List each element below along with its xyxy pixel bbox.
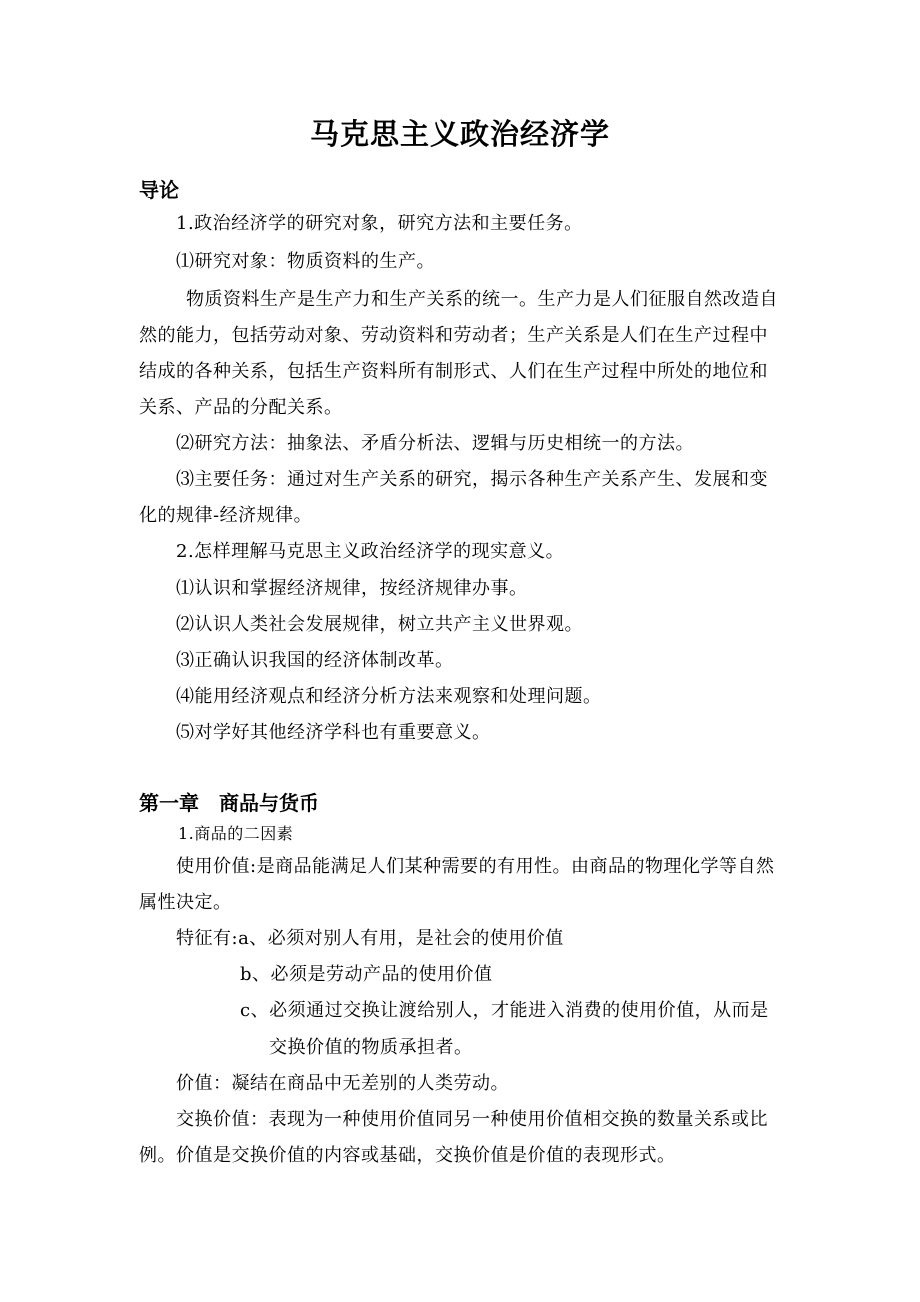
- paragraph-line: ⑵研究方法：抽象法、矛盾分析法、逻辑与历史相统一的方法。: [176, 433, 694, 454]
- paragraph-line: c、必须通过交换让渡给别人，才能进入消费的使用价值，从而是: [240, 1000, 769, 1021]
- paragraph-line: 属性决定。: [139, 892, 232, 913]
- paragraph-line: 例。价值是交换价值的内容或基础，交换价值是价值的表现形式。: [139, 1145, 676, 1166]
- paragraph-line: 1.政治经济学的研究对象，研究方法和主要任务。: [176, 213, 583, 234]
- paragraph-line: ⑸对学好其他经济学科也有重要意义。: [176, 722, 491, 743]
- paragraph-line: 化的规律-经济规律。: [139, 505, 313, 526]
- paragraph-line: 使用价值:是商品能满足人们某种需要的有用性。由商品的物理化学等自然: [176, 856, 775, 877]
- paragraph-line: 交换价值的物质承担者。: [269, 1037, 473, 1058]
- paragraph-line: ⑷能用经济观点和经济分析方法来观察和处理问题。: [176, 686, 602, 707]
- paragraph-line: ⑶正确认识我国的经济体制改革。: [176, 650, 454, 671]
- paragraph-line: 特征有:a、必须对别人有用，是社会的使用价值: [176, 928, 564, 949]
- paragraph-line: 2.怎样理解马克思主义政治经济学的现实意义。: [176, 541, 565, 562]
- paragraph-line: 价值：凝结在商品中无差别的人类劳动。: [176, 1073, 509, 1094]
- paragraph-line: 然的能力，包括劳动对象、劳动资料和劳动者；生产关系是人们在生产过程中: [139, 325, 768, 346]
- paragraph-line: ⑴研究对象：物质资料的生产。: [176, 251, 435, 272]
- paragraph-line: ⑵认识人类社会发展规律，树立共产主义世界观。: [176, 614, 583, 635]
- paragraph-line: 物质资料生产是生产力和生产关系的统一。生产力是人们征服自然改造自: [186, 289, 778, 310]
- paragraph-line: b、必须是劳动产品的使用价值: [240, 964, 493, 985]
- paragraph-line: 1.商品的二因素: [178, 824, 294, 843]
- section-heading-intro: 导论: [139, 178, 179, 202]
- paragraph-line: ⑶主要任务：通过对生产关系的研究，揭示各种生产关系产生、发展和变: [176, 469, 768, 490]
- paragraph-line: 关系、产品的分配关系。: [139, 397, 343, 418]
- paragraph-line: 结成的各种关系，包括生产资料所有制形式、人们在生产过程中所处的地位和: [139, 361, 768, 382]
- paragraph-line: 交换价值：表现为一种使用价值同另一种使用价值相交换的数量关系或比: [176, 1109, 768, 1130]
- paragraph-line: ⑴认识和掌握经济规律，按经济规律办事。: [176, 578, 528, 599]
- document-title: 马克思主义政治经济学: [309, 117, 610, 151]
- section-heading-chapter1: 第一章 商品与货币: [139, 791, 319, 815]
